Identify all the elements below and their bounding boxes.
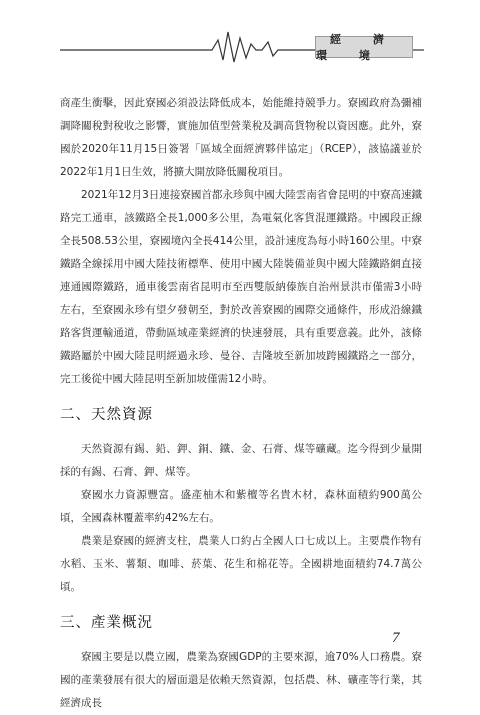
- intro-paragraph-2: 2021年12月3日連接寮國首都永珍與中國大陸雲南省會昆明的中寮高速鐵路完工通車，該鐵路全長1,000多公里，為電氣化客貨混運鐵路。中國段正線全長508.53公里，寮國境內全長414公里，設計速度為每小時160公里。中寮鐵路全線採用中國大陸技術標準、使用中國大陸裝備並與中國大陸鐵路網直接連通國際鐵路，通車後雲南省昆明市至西雙版納傣族自治州景洪市僅需3小時左右，至寮國永珍有望夕發朝至，對於改善寮國的國際交通條件，形成沿線鐵路客貨運輸通道，帶動區域產業經濟的快速發展，具有重要意義。此外，該條鐵路屬於中國大陸昆明經過永珍、曼谷、吉隆坡至新加坡跨國鐵路之一部分，完工後從中國大陸昆明至新加坡僅需12小時。: [60, 189, 422, 385]
- page-header: [0, 0, 480, 72]
- header-section-label: 經 濟 環 境: [315, 36, 413, 58]
- natural-resources-paragraph-2: 寮國水力資源豐富。盛產柚木和紫檀等名貴木材，森林面積約900萬公頃，全國森林覆蓋率約42%左右。: [60, 489, 422, 524]
- section-heading-natural-resources: 二、天然資源: [60, 407, 153, 423]
- industry-paragraph-1: 寮國主要是以農立國，農業為寮國GDP的主要來源，逾70%人口務農。寮國的產業發展有很大的層面還是依賴天然資源，包括農、林、礦產等行業，其經濟成長: [60, 651, 422, 709]
- intro-paragraph-1: 商產生衝擊，因此寮國必須設法降低成本，始能維持競爭力。寮國政府為彌補調降關稅對稅收之影響，實施加值型營業稅及調高貨物稅以資因應。此外，寮國於2020年11月15日簽署「區域全面經濟夥伴協定」（RCEP），該協議並於2022年1月1日生效，將擴大開放降低關稅項目。: [60, 97, 422, 178]
- section-heading-industry-overview: 三、產業概況: [60, 615, 153, 631]
- natural-resources-paragraph-1: 天然資源有錫、鉛、鉀、銅、鐵、金、石膏、煤等礦藏。迄今得到少量開採的有錫、石膏、鉀、煤等。: [60, 443, 422, 478]
- natural-resources-paragraph-3: 農業是寮國的經濟支柱，農業人口約占全國人口七成以上。主要農作物有水稻、玉米、薯類、咖啡、菸葉、花生和棉花等。全國耕地面積約74.7萬公頃。: [60, 535, 422, 593]
- page-content: [60, 92, 422, 715]
- page-number: 7: [392, 630, 400, 646]
